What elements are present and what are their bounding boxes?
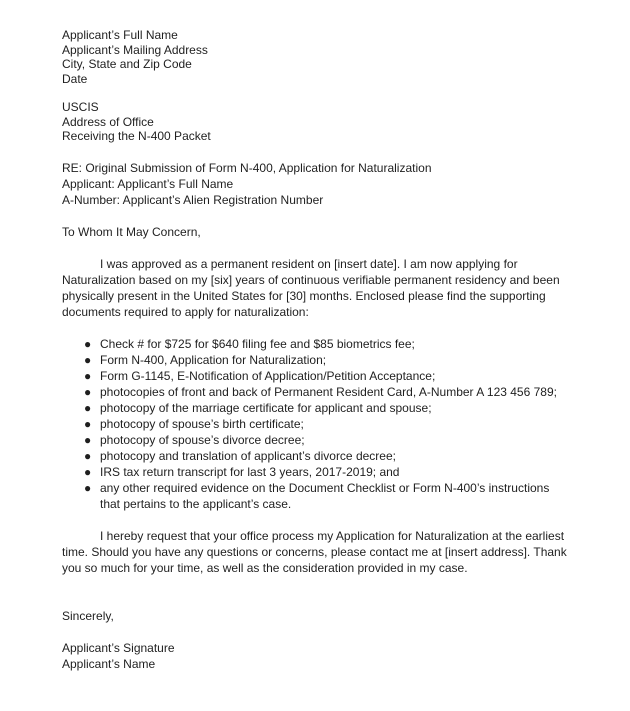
intro-paragraph: I was approved as a permanent resident on [insert date]. I am now applying for Naturalization based on my [six] years of continuous verifiable permanent residency and been physically present in the United States for [30] months. Enclosed please find the supporting documents required to apply for naturalization: <box>62 256 560 319</box>
list-item <box>62 464 568 480</box>
list-item-text: photocopies of front and back of Permanent Resident Card, A-Number A 123 456 789; <box>100 384 557 399</box>
closing-paragraph: I hereby request that your office process my Application for Naturalization at the earliest time. Should you have any questions or concerns, please contact me at [insert address]. Thank you so much for your time, as well as the consideration provided in my case. <box>62 528 567 575</box>
sender-block <box>62 28 568 86</box>
list-item-text: Check # for $725 for $640 filing fee and $85 biometrics fee; <box>100 336 415 351</box>
recipient-block <box>62 100 568 144</box>
recipient-org: USCIS <box>62 100 99 114</box>
bullet-icon: ● <box>84 448 92 463</box>
reference-line: RE: Original Submission of Form N-400, Application for Naturalization <box>62 160 432 175</box>
signoff-closing: Sincerely, <box>62 608 114 623</box>
sender-name: Applicant’s Full Name <box>62 28 178 42</box>
bullet-icon: ● <box>84 432 92 447</box>
sender-address: Applicant’s Mailing Address <box>62 42 208 57</box>
list-item <box>62 400 568 416</box>
list-item-text: photocopy of spouse’s divorce decree; <box>100 432 305 447</box>
list-item-text: IRS tax return transcript for last 3 years, 2017-2019; and <box>100 464 400 479</box>
list-item <box>62 448 568 464</box>
signature-line: Applicant’s Signature <box>62 640 175 655</box>
list-item <box>62 432 568 448</box>
list-item <box>62 336 568 352</box>
bullet-icon: ● <box>84 480 92 495</box>
list-item-text: Form N-400, Application for Naturalization; <box>100 352 327 367</box>
sender-city-state-zip: City, State and Zip Code <box>62 57 192 71</box>
bullet-icon: ● <box>84 384 92 399</box>
signoff-block <box>62 640 568 672</box>
reference-a-number: A-Number: Applicant’s Alien Registration Number <box>62 192 324 207</box>
list-item-text: photocopy and translation of applicant’s divorce decree; <box>100 448 396 463</box>
list-item <box>62 416 568 432</box>
salutation: To Whom It May Concern, <box>62 224 201 239</box>
recipient-receiving: Receiving the N-400 Packet <box>62 129 211 143</box>
bullet-icon: ● <box>84 416 92 431</box>
bullet-icon: ● <box>84 336 92 351</box>
list-item <box>62 384 568 400</box>
reference-block <box>62 160 568 208</box>
letter-date: Date <box>62 71 88 86</box>
list-item-text: any other required evidence on the Document Checklist or Form N-400’s instructions that pertains to the applicant’s case. <box>100 480 550 511</box>
enclosure-list <box>62 336 568 512</box>
list-item-text: photocopy of spouse’s birth certificate; <box>100 416 304 431</box>
signatory-name: Applicant’s Name <box>62 656 156 671</box>
letter-page <box>62 28 568 672</box>
reference-applicant: Applicant: Applicant’s Full Name <box>62 176 234 191</box>
bullet-icon: ● <box>84 352 92 367</box>
list-item-text: photocopy of the marriage certificate for applicant and spouse; <box>100 400 432 415</box>
recipient-address: Address of Office <box>62 114 154 129</box>
list-item <box>62 480 568 512</box>
bullet-icon: ● <box>84 464 92 479</box>
bullet-icon: ● <box>84 368 92 383</box>
bullet-icon: ● <box>84 400 92 415</box>
list-item <box>62 352 568 368</box>
list-item-text: Form G-1145, E-Notification of Application/Petition Acceptance; <box>100 368 436 383</box>
list-item <box>62 368 568 384</box>
